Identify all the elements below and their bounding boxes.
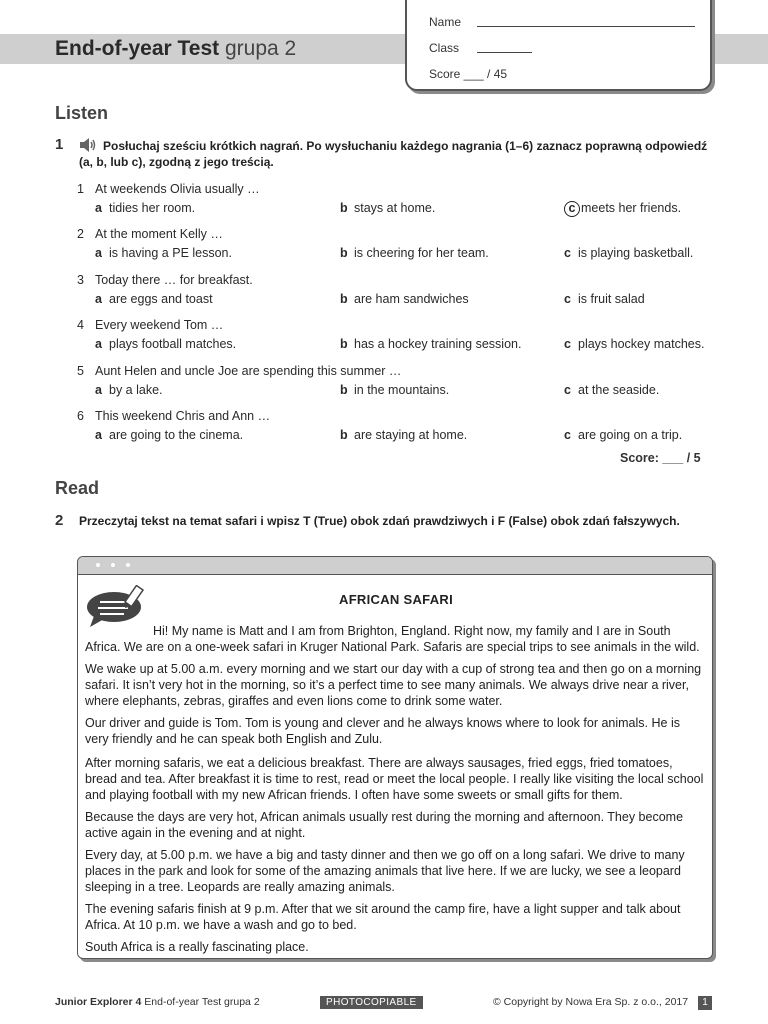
speaker-icon [79,137,97,153]
task-1-number: 1 [55,136,64,153]
question-text: Every weekend Tom … [95,318,224,332]
question-stem [77,273,253,287]
option-text: is fruit salad [578,292,645,306]
task-1-instruction [79,137,709,170]
option-letter: b [340,383,348,397]
option-text: at the seaside. [578,383,660,397]
option-letter: c [564,428,571,442]
reading-paragraph: The evening safaris finish at 9 p.m. After that we sit around the camp fire, have a light supper and talk about Africa. At 10 p.m. we have a wash and go to bed. [85,902,681,932]
option-letter: b [340,292,348,306]
question-number: 4 [77,318,84,332]
option-a[interactable] [95,292,213,306]
option-c[interactable] [564,292,645,306]
option-text: are ham sandwiches [354,292,469,306]
question-text: At weekends Olivia usually … [95,182,260,196]
question-stem [77,364,401,378]
page-title [55,37,296,61]
dot-decoration [111,563,115,567]
question-text: At the moment Kelly … [95,227,223,241]
question-stem [77,409,270,423]
listen-score: Score: ___ / 5 [620,451,701,465]
option-b[interactable] [340,292,469,306]
total-score-label: Score ___ / 45 [429,67,508,81]
option-letter: a [95,383,102,397]
option-c[interactable] [564,337,704,351]
question-text: Aunt Helen and uncle Joe are spending this summer … [95,364,402,378]
option-b[interactable] [340,201,435,215]
reading-paragraph: Every day, at 5.00 p.m. we have a big and tasty dinner and then we go off on a long safari. We drive to many places in the park and look for some of the amazing animals that live here. If we are lucky, we see a leopard sleeping in a tree. Leopards are really amazing animals. [85,848,685,894]
task-2-number: 2 [55,512,64,529]
option-letter: a [95,201,102,215]
option-text: meets her friends. [581,201,682,215]
question-stem [77,318,223,332]
option-letter: b [340,246,348,260]
reading-paragraph: After morning safaris, we eat a delicious breakfast. There are always sausages, fried eggs, fried tomatoes, bread and tea. After breakfast it is time to rest, read or meet the local people. I really like visiting the local school and playing football with my new African friends. I often have some sweets or small gifts for them. [85,756,704,802]
dot-decoration [96,563,100,567]
option-c[interactable] [564,428,682,442]
page-number: 1 [698,996,712,1010]
option-letter: c [564,246,571,260]
reading-paragraph: We wake up at 5.00 a.m. every morning and we start our day with a cup of strong tea and then go on a morning safari. It isn’t very hot in the morning, so it’s a perfect time to see many animals. We always drive near a river, where elephants, zebras, giraffes and even lions come to drink some water. [85,662,702,708]
task-2-instruction: Przeczytaj tekst na temat safari i wpisz T (True) obok zdań prawdziwych i F (False) obok zdań fałszywych. [79,514,680,528]
name-field[interactable] [477,26,695,27]
option-a[interactable] [95,383,163,397]
reading-paragraph: Hi! My name is Matt and I am from Brighton, England. Right now, my family and I are in South Africa. We are on a one-week safari in Kruger National Park. Safaris are special trips to see animals in the wild. [85,624,700,654]
option-letter: c [564,383,571,397]
task-1-instruction-text: Posłuchaj sześciu krótkich nagrań. Po wysłuchaniu każdego nagrania (1–6) zaznacz poprawną odpowiedź (a, b, lub c), zgodną z jego treścią. [79,139,708,169]
option-c[interactable] [564,201,681,217]
option-text: has a hockey training session. [354,337,522,351]
option-text: are staying at home. [354,428,468,442]
question-text: Today there … for breakfast. [95,273,253,287]
option-letter: a [95,337,102,351]
question-stem [77,182,260,196]
option-a[interactable] [95,337,236,351]
photocopiable-badge: PHOTOCOPIABLE [320,996,423,1009]
option-letter: a [95,246,102,260]
reading-paragraph: Our driver and guide is Tom. Tom is young and clever and he always knows where to look for animals. He is very friendly and he can speak both English and Zulu. [85,716,680,746]
question-number: 3 [77,273,84,287]
option-text: in the mountains. [354,383,450,397]
dot-decoration [126,563,130,567]
option-b[interactable] [340,383,449,397]
option-letter: b [340,428,348,442]
class-label: Class [429,41,460,55]
option-text: plays football matches. [109,337,237,351]
option-a[interactable] [95,246,232,260]
footer-book [55,996,260,1008]
question-number: 2 [77,227,84,241]
option-b[interactable] [340,428,467,442]
option-text: by a lake. [109,383,163,397]
option-text: is having a PE lesson. [109,246,232,260]
question-stem [77,227,223,241]
option-letter: c [564,337,571,351]
reading-paragraph: Because the days are very hot, African animals usually rest during the morning and afternoon. They become active again in the evening and at night. [85,810,684,840]
option-letter: b [340,201,348,215]
circled-option-letter: c [564,201,580,217]
listen-heading: Listen [55,103,109,123]
option-text: tidies her room. [109,201,196,215]
text-box-bar [78,557,712,575]
reading-title: AFRICAN SAFARI [339,592,453,607]
option-letter: c [564,292,571,306]
option-letter: a [95,428,102,442]
read-heading: Read [55,478,100,498]
option-c[interactable] [564,383,659,397]
option-letter: a [95,292,102,306]
option-a[interactable] [95,428,243,442]
option-text: are eggs and toast [109,292,213,306]
question-text: This weekend Chris and Ann … [95,409,271,423]
option-a[interactable] [95,201,195,215]
page-title-group: grupa 2 [224,37,297,60]
class-field[interactable] [477,52,532,53]
footer-book-title: Junior Explorer 4 [55,996,142,1008]
name-label: Name [429,15,462,29]
option-text: are going on a trip. [578,428,683,442]
option-text: are going to the cinema. [109,428,244,442]
question-number: 1 [77,182,84,196]
footer-test-name: End-of-year Test grupa 2 [144,996,260,1008]
page-title-main: End-of-year Test [55,37,220,60]
reading-paragraph: South Africa is a really fascinating place. [85,940,309,954]
option-b[interactable] [340,246,489,260]
option-text: is playing basketball. [578,246,694,260]
option-text: is cheering for her team. [354,246,489,260]
option-text: plays hockey matches. [578,337,705,351]
student-info-box [405,0,712,91]
option-b[interactable] [340,337,521,351]
question-number: 5 [77,364,84,378]
reading-text-box [77,556,713,959]
option-text: stays at home. [354,201,436,215]
option-c[interactable] [564,246,693,260]
option-letter: b [340,337,348,351]
footer-copyright: © Copyright by Nowa Era Sp. z o.o., 2017 [493,996,689,1008]
question-number: 6 [77,409,84,423]
